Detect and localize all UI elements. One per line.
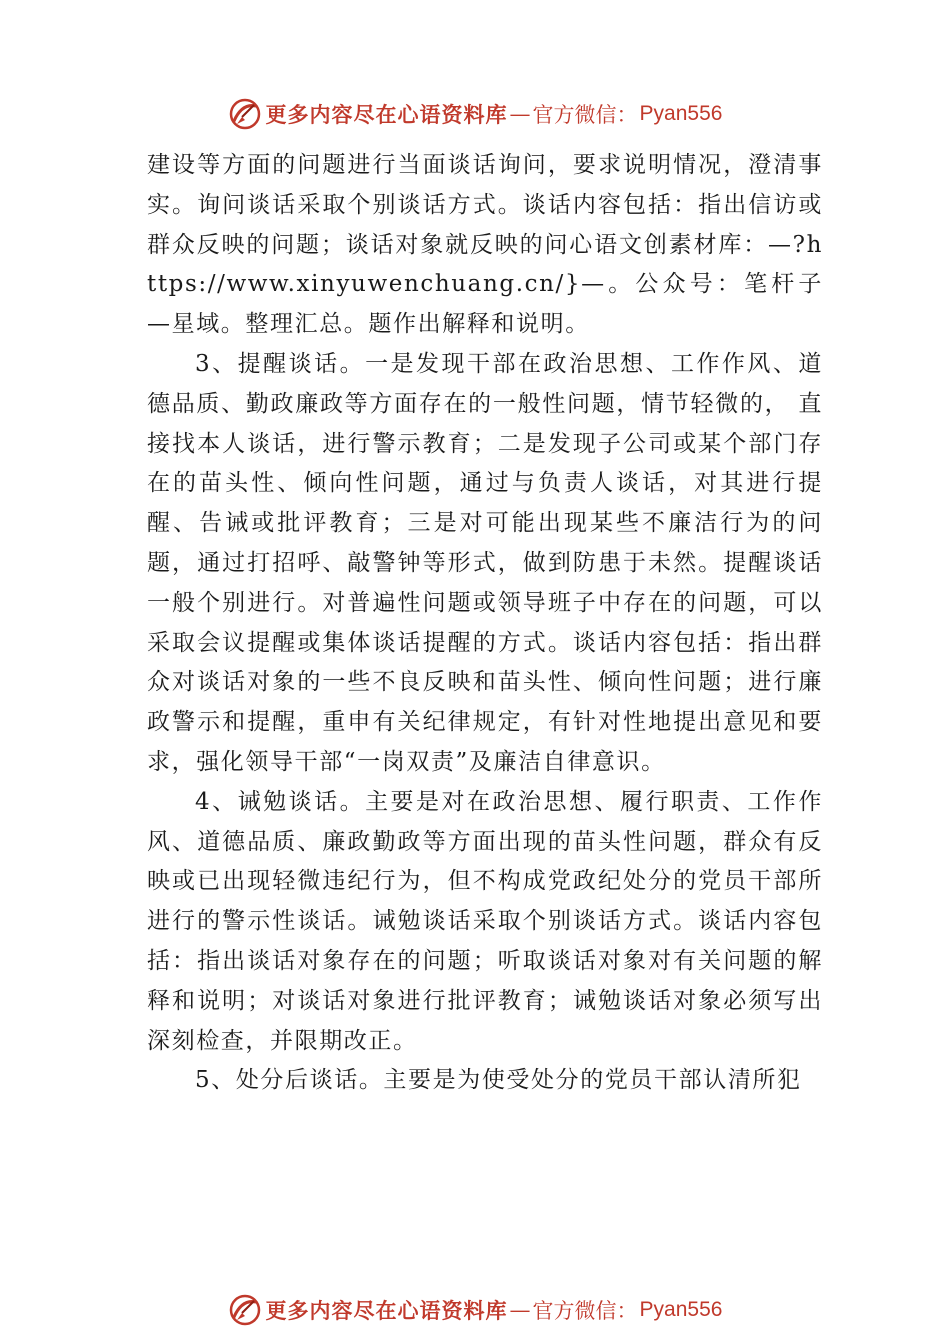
footer-wechat-id: Pyan556	[639, 1298, 723, 1321]
paragraph-3: 4、诫勉谈话。主要是对在政治思想、履行职责、工作作风、道德品质、廉政勤政等方面出现的苗头性问题，群众有反映或已出现轻微违纪行为，但不构成党政纪处分的党员干部所进行的警示性谈话。诫勉谈话采取个别谈话方式。谈话内容包括：指出谈话对象存在的问题；听取谈话对象对有关问题的解释和说明；对谈话对象进行批评教育；诫勉谈话对象必须写出深刻检查，并限期改正。	[147, 788, 823, 1054]
footer-brand-text: 更多内容尽在心语资料库	[265, 1298, 508, 1323]
paragraph-1: 建设等方面的问题进行当面谈话询问，要求说明情况，澄清事实。询问谈话采取个别谈话方式。谈话内容包括：指出信访或群众反映的问题；谈话对象就反映的问心语文创素材库：—?https://www.xinyuwenchuang.cn/}—。公众号：笔杆子—星域。整理汇总。题作出解释和说明。	[147, 152, 823, 338]
header-separator: —	[509, 102, 531, 126]
footer-separator: —	[509, 1298, 531, 1322]
paragraph-4: 5、处分后谈话。主要是为使受处分的党员干部认清所犯	[195, 1067, 802, 1094]
pen-logo-icon	[228, 1293, 262, 1327]
header-wechat-id: Pyan556	[639, 102, 723, 125]
document-body	[147, 146, 823, 1101]
footer-banner	[0, 1290, 950, 1330]
header-brand-text: 更多内容尽在心语资料库	[265, 102, 508, 127]
footer-wechat-label: 官方微信：	[532, 1299, 638, 1323]
pen-logo-icon	[228, 97, 262, 131]
paragraph-2: 3、提醒谈话。一是发现干部在政治思想、工作作风、道德品质、勤政廉政等方面存在的一般性问题，情节轻微的， 直接找本人谈话，进行警示教育；二是发现子公司或某个部门存在的苗头性、倾向性问题，通过与负责人谈话，对其进行提醒、告诫或批评教育；三是对可能出现某些不廉洁行为的问题，通过打招呼、敲警钟等形式，做到防患于未然。提醒谈话一般个别进行。对普遍性问题或领导班子中存在的问题，可以采取会议提醒或集体谈话提醒的方式。谈话内容包括：指出群众对谈话对象的一些不良反映和苗头性、倾向性问题；进行廉政警示和提醒，重申有关纪律规定，有针对性地提出意见和要求，强化领导干部“一岗双责”及廉洁自律意识。	[147, 350, 823, 775]
header-wechat-label: 官方微信：	[532, 103, 638, 127]
header-banner	[0, 94, 950, 134]
